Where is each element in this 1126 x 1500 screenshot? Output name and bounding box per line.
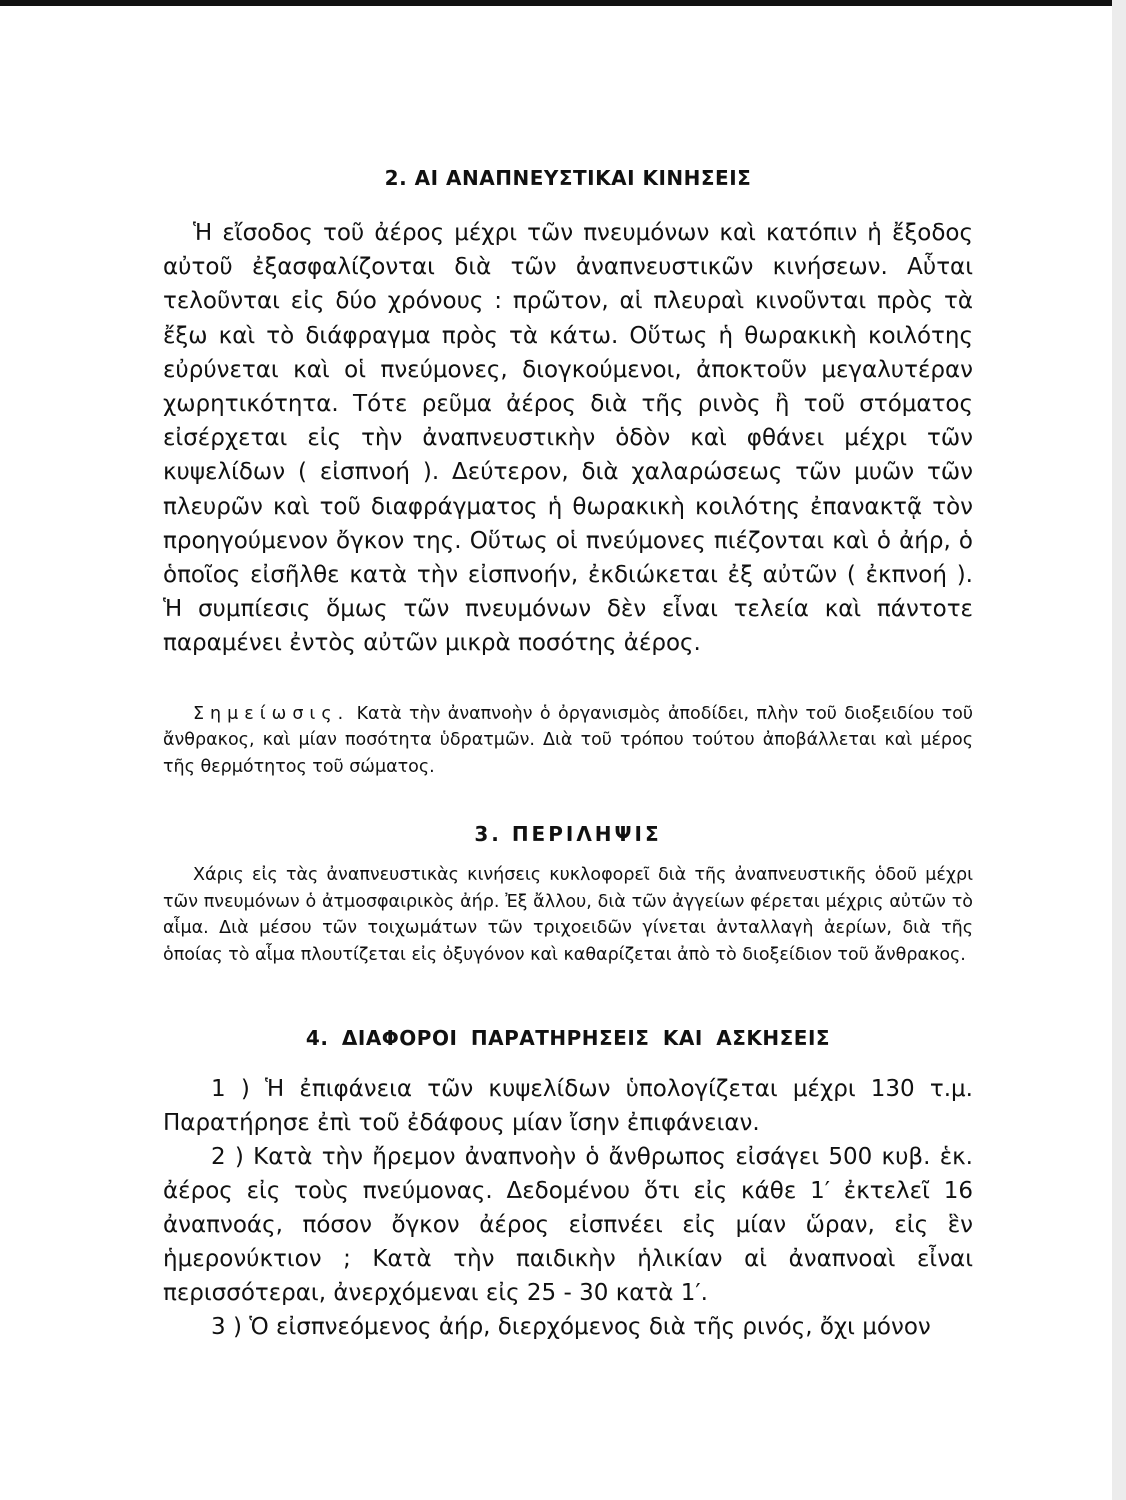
note-label: Σημείωσις.	[193, 703, 350, 724]
exercise-item-2: 2 ) Κατὰ τὴν ἤρεμον ἀναπνοὴν ὁ ἄνθρωπος εἰσάγει 500 κυβ. ἑκ. ἀέρος εἰς τοὺς πνεύμονας. Δεδομένου ὅτι εἰς κάθε 1′ ἐκτελεῖ 16 ἀναπνοάς, πόσον ὄγκον ἀέρος εἰσπνέει εἰς μίαν ὥραν, εἰς ἓν ἡμερονύκτιον ; Κατὰ τὴν παιδικὴν ἡλικίαν αἱ ἀναπνοαὶ εἶναι περισσότεραι, ἀνερχόμεναι εἰς 25 - 30 κατὰ 1′.	[163, 1144, 973, 1307]
book-page	[163, 158, 973, 1344]
exercise-item-3: 3 ) Ὁ εἰσπνεόμενος ἀήρ, διερχόμενος διὰ τῆς ρινός, ὄχι μόνον	[211, 1314, 931, 1341]
section-4-heading: 4. ΔΙΑΦΟΡΟΙ ΠΑΡΑΤΗΡΗΣΕΙΣ ΚΑΙ ΑΣΚΗΣΕΙΣ	[305, 1026, 831, 1051]
section-2-heading: 2. ΑΙ ΑΝΑΠΝΕΥΣΤΙΚΑΙ ΚΙΝΗΣΕΙΣ	[384, 166, 752, 190]
section-3-heading: 3. ΠΕΡΙΛΗΨΙΣ	[474, 822, 662, 847]
page-top-edge	[0, 0, 1126, 6]
note-text: Κατὰ τὴν ἀναπνοὴν ὁ ὀργανισμὸς ἀποδίδει, πλὴν τοῦ διοξειδίου τοῦ ἄνθρακος, καὶ μίαν ποσότητα ὑδρατμῶν. Διὰ τοῦ τρόπου τούτου ἀποβάλλεται καὶ μέρος τῆς θερμότητος τοῦ σώματος.	[163, 703, 973, 777]
section-2-note	[163, 701, 973, 781]
page-right-edge	[1112, 0, 1126, 1500]
exercise-item-1: 1 ) Ἡ ἐπιφάνεια τῶν κυψελίδων ὑπολογίζεται μέχρι 130 τ.μ. Παρατήρησε ἐπὶ τοῦ ἐδάφους μίαν ἴσην ἐπιφάνειαν.	[163, 1076, 973, 1137]
section-2-paragraph: Ἡ εἴσοδος τοῦ ἀέρος μέχρι τῶν πνευμόνων καὶ κατόπιν ἡ ἔξοδος αὐτοῦ ἐξασφαλίζονται διὰ τῶν ἀναπνευστικῶν κινήσεων. Αὗται τελοῦνται εἰς δύο χρόνους : πρῶτον, αἱ πλευραὶ κινοῦνται πρὸς τὰ ἔξω καὶ τὸ διάφραγμα πρὸς τὰ κάτω. Οὕτως ἡ θωρακικὴ κοιλότης εὐρύνεται καὶ οἱ πνεύμονες, διογκούμενοι, ἀποκτοῦν μεγαλυτέραν χωρητικότητα. Τότε ρεῦμα ἀέρος διὰ τῆς ρινὸς ἢ τοῦ στόματος εἰσέρχεται εἰς τὴν ἀναπνευστικὴν ὁδὸν καὶ φθάνει μέχρι τῶν κυψελίδων ( εἰσπνοή ). Δεύτερον, διὰ χαλαρώσεως τῶν μυῶν τῶν πλευρῶν καὶ τοῦ διαφράγματος ἡ θωρακικὴ κοιλότης ἐπανακτᾷ τὸν προηγούμενον ὄγκον της. Οὕτως οἱ πνεύμονες πιέζονται καὶ ὁ ἀήρ, ὁ ὁποῖος εἰσῆλθε κατὰ τὴν εἰσπνοήν, ἐκδιώκεται ἐξ αὐτῶν ( ἐκπνοή ). Ἡ συμπίεσις ὅμως τῶν πνευμόνων δὲν εἶναι τελεία καὶ πάντοτε παραμένει ἐντὸς αὐτῶν μικρὰ ποσότης ἀέρος.	[163, 220, 973, 657]
section-3-paragraph: Χάρις εἰς τὰς ἀναπνευστικὰς κινήσεις κυκλοφορεῖ διὰ τῆς ἀναπνευστικῆς ὁδοῦ μέχρι τῶν πνευμόνων ὁ ἀτμοσφαιρικὸς ἀήρ. Ἐξ ἄλλου, διὰ τῶν ἀγγείων φέρεται μέχρις αὐτῶν τὸ αἷμα. Διὰ μέσου τῶν τοιχωμάτων τῶν τριχοειδῶν γίνεται ἀνταλλαγὴ ἀερίων, διὰ τῆς ὁποίας τὸ αἷμα πλουτίζεται εἰς ὀξυγόνον καὶ καθαρίζεται ἀπὸ τὸ διοξείδιον τοῦ ἄνθρακος.	[163, 865, 973, 965]
